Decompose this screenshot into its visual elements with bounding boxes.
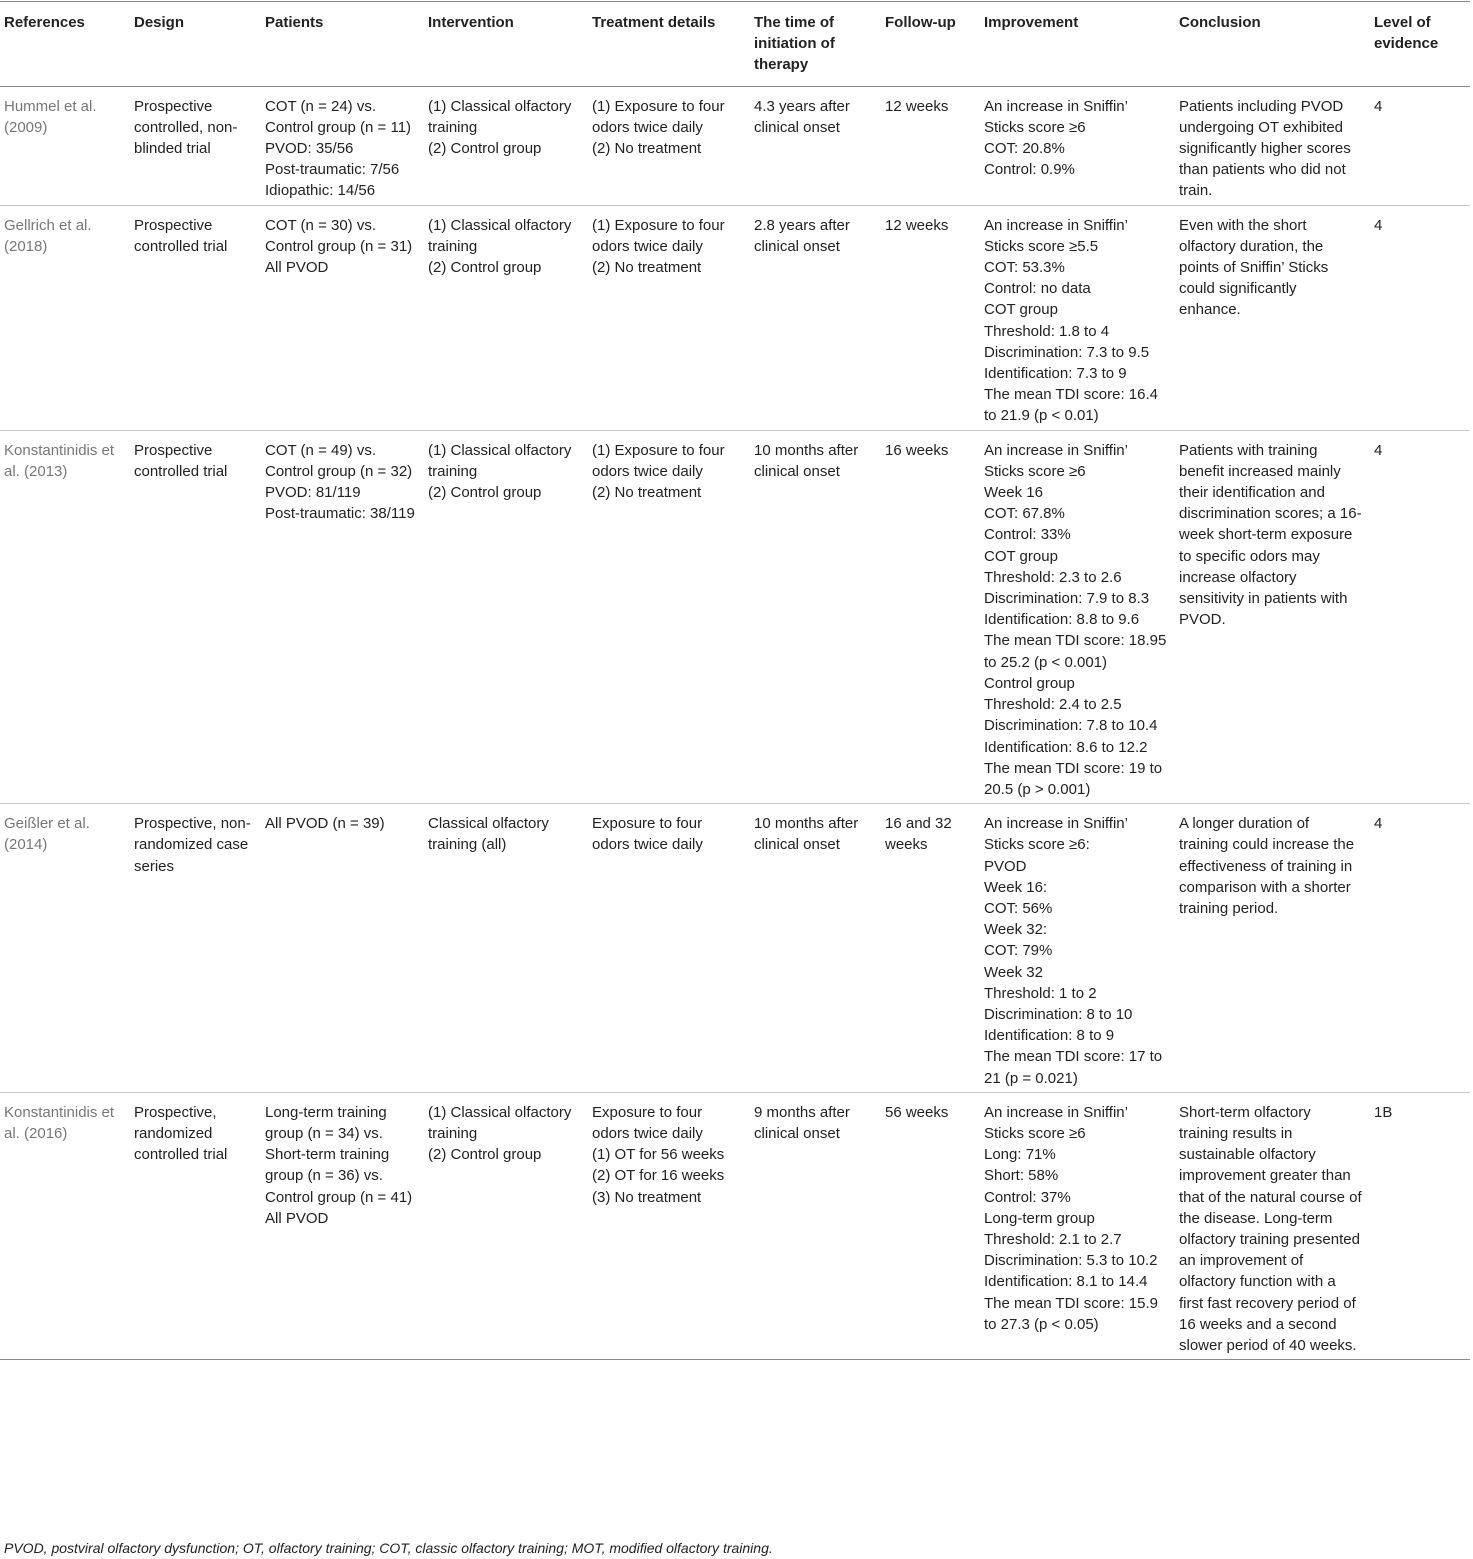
cell-design: Prospective controlled trial — [134, 441, 228, 480]
cell-treatment-details — [588, 86, 750, 205]
cell-intervention — [424, 804, 588, 1093]
cell-treatment-details-line: Exposure to four odors twice daily — [592, 1103, 703, 1142]
cell-follow-up: 16 and 32 weeks — [885, 815, 952, 854]
cell-patients-line: COT (n = 24) vs. Control group (n = 11) — [265, 97, 412, 136]
header-time-of-initiation: The time of initiation of therapy — [754, 14, 835, 74]
cell-design: Prospective controlled, non-blinded trial — [134, 97, 238, 158]
cell-improvement-line: Control: 37% — [984, 1188, 1071, 1206]
cell-improvement-line: The mean TDI score: 16.4 to 21.9 (p < 0.01) — [984, 386, 1158, 425]
cell-improvement-line: Control: no data — [984, 280, 1091, 298]
cell-improvement-line: Week 16: — [984, 878, 1048, 896]
cell-intervention — [424, 86, 588, 205]
cell-improvement-line: COT: 53.3% — [984, 259, 1065, 277]
cell-improvement-line: COT: 20.8% — [984, 140, 1065, 158]
cell-intervention — [424, 205, 588, 430]
header-level-of-evidence: Level of evidence — [1374, 14, 1439, 53]
cell-patients — [261, 804, 424, 1093]
cell-patients — [261, 1092, 424, 1359]
cell-level-of-evidence: 4 — [1374, 97, 1383, 115]
table-row — [0, 86, 1470, 205]
table-footnote: PVOD, postviral olfactory dysfunction; OT, olfactory training; COT, classic olfactory training; MOT, modified olfactory training. — [4, 1540, 773, 1556]
cell-improvement-line: Control: 33% — [984, 526, 1071, 544]
cell-conclusion: Short-term olfactory training results in sustainable olfactory improvement greater than that of the natural course of the disease. Long-term olfactory training presented an improvement of olfactory function with a first fast recovery period of 16 weeks and a second slower period of 40 weeks. — [1179, 1103, 1362, 1354]
cell-improvement — [980, 430, 1175, 803]
table-row — [0, 430, 1470, 803]
cell-improvement-line: Week 32: — [984, 921, 1048, 939]
cell-improvement — [980, 1092, 1175, 1359]
cell-reference: Hummel et al. (2009) — [4, 97, 97, 136]
cell-patients-line: COT (n = 30) vs. Control group (n = 31) — [265, 216, 413, 255]
cell-initiation-time: 9 months after clinical onset — [754, 1103, 850, 1142]
cell-treatment-details-line: (1) OT for 56 weeks — [592, 1146, 725, 1164]
cell-improvement-line: Threshold: 1 to 2 — [984, 984, 1097, 1002]
cell-improvement-line: COT group — [984, 301, 1058, 319]
cell-improvement-line: Week 16 — [984, 484, 1043, 502]
table-header-row — [0, 2, 1470, 87]
cell-improvement-line: Control group — [984, 674, 1075, 692]
cell-intervention-line: Classical olfactory training (all) — [428, 815, 549, 854]
cell-improvement-line: COT: 79% — [984, 942, 1053, 960]
cell-patients-line: PVOD: 35/56 — [265, 140, 354, 158]
cell-improvement-line: Threshold: 1.8 to 4 — [984, 322, 1110, 340]
cell-treatment-details — [588, 804, 750, 1093]
cell-improvement — [980, 205, 1175, 430]
cell-patients — [261, 430, 424, 803]
cell-improvement-line: COT: 67.8% — [984, 505, 1065, 523]
cell-improvement-line: Identification: 8 to 9 — [984, 1027, 1115, 1045]
cell-improvement-line: The mean TDI score: 17 to 21 (p = 0.021) — [984, 1048, 1163, 1087]
cell-improvement-line: Identification: 8.6 to 12.2 — [984, 738, 1148, 756]
cell-initiation-time: 2.8 years after clinical onset — [754, 216, 850, 255]
cell-initiation-time: 4.3 years after clinical onset — [754, 97, 850, 136]
cell-improvement-line: Control: 0.9% — [984, 161, 1075, 179]
cell-treatment-details-line: (2) No treatment — [592, 259, 702, 277]
header-conclusion: Conclusion — [1179, 14, 1261, 31]
cell-patients-line: PVOD: 81/119 — [265, 484, 361, 502]
cell-improvement-line: Discrimination: 8 to 10 — [984, 1005, 1133, 1023]
cell-improvement-line: Threshold: 2.3 to 2.6 — [984, 568, 1122, 586]
cell-patients-line: Post-traumatic: 7/56 — [265, 161, 400, 179]
cell-treatment-details-line: (2) No treatment — [592, 484, 702, 502]
cell-treatment-details — [588, 430, 750, 803]
cell-patients-line: Control group (n = 41) — [265, 1188, 413, 1206]
cell-intervention — [424, 1092, 588, 1359]
cell-treatment-details-line: (1) Exposure to four odors twice daily — [592, 441, 725, 480]
cell-patients-line: COT (n = 49) vs. Control group (n = 32) — [265, 441, 413, 480]
cell-intervention-line: (1) Classical olfactory training — [428, 97, 572, 136]
cell-improvement-line: The mean TDI score: 15.9 to 27.3 (p < 0.05) — [984, 1294, 1158, 1333]
cell-intervention-line: (1) Classical olfactory training — [428, 441, 572, 480]
cell-improvement-line: Long: 71% — [984, 1146, 1056, 1164]
cell-patients-line: Idiopathic: 14/56 — [265, 182, 376, 200]
cell-initiation-time: 10 months after clinical onset — [754, 441, 859, 480]
cell-improvement-line: Threshold: 2.4 to 2.5 — [984, 696, 1122, 714]
cell-treatment-details-line: (2) OT for 16 weeks — [592, 1167, 725, 1185]
header-design: Design — [134, 14, 185, 31]
cell-patients-line: Post-traumatic: 38/119 — [265, 505, 415, 523]
table-body — [0, 86, 1470, 1360]
cell-design: Prospective, non-randomized case series — [134, 815, 251, 875]
cell-initiation-time: 10 months after clinical onset — [754, 815, 859, 854]
cell-intervention-line: (2) Control group — [428, 140, 542, 158]
cell-intervention-line: (2) Control group — [428, 1146, 542, 1164]
header-follow-up: Follow-up — [885, 14, 956, 31]
header-treatment-details: Treatment details — [592, 14, 716, 31]
cell-conclusion: A longer duration of training could increase the effectiveness of training in comparison with a shorter training period. — [1179, 815, 1355, 917]
cell-intervention-line: (2) Control group — [428, 259, 542, 277]
cell-follow-up: 12 weeks — [885, 216, 949, 234]
cell-reference: Gellrich et al. (2018) — [4, 216, 92, 255]
cell-conclusion: Patients including PVOD undergoing OT exhibited significantly higher scores than patients who did not train. — [1179, 97, 1351, 200]
cell-improvement-line: An increase in Sniffin’ Sticks score ≥5.5 — [984, 216, 1128, 255]
cell-follow-up: 56 weeks — [885, 1103, 949, 1121]
cell-improvement-line: Identification: 8.1 to 14.4 — [984, 1273, 1148, 1291]
cell-improvement-line: PVOD — [984, 857, 1027, 875]
cell-patients-line: All PVOD — [265, 1209, 329, 1227]
cell-reference: Konstantinidis et al. (2016) — [4, 1103, 115, 1142]
cell-improvement-line: An increase in Sniffin’ Sticks score ≥6 — [984, 441, 1128, 480]
table-row — [0, 1092, 1470, 1359]
cell-improvement-line: Discrimination: 7.3 to 9.5 — [984, 343, 1150, 361]
cell-patients-line: All PVOD (n = 39) — [265, 815, 385, 833]
cell-improvement-line: Discrimination: 5.3 to 10.2 — [984, 1252, 1158, 1270]
cell-level-of-evidence: 4 — [1374, 216, 1383, 234]
cell-conclusion: Patients with training benefit increased mainly their identification and discrimination scores; a 16-week short-term exposure to specific odors may increase olfactory sensitivity in patients with PVOD. — [1179, 441, 1362, 629]
cell-intervention-line: (2) Control group — [428, 484, 542, 502]
cell-conclusion: Even with the short olfactory duration, the points of Sniffin’ Sticks could significantly enhance. — [1179, 216, 1329, 319]
cell-reference: Geißler et al. (2014) — [4, 815, 90, 854]
cell-improvement-line: An increase in Sniffin’ Sticks score ≥6 — [984, 1103, 1128, 1142]
cell-improvement-line: The mean TDI score: 19 to 20.5 (p > 0.001) — [984, 759, 1163, 798]
header-references: References — [4, 14, 85, 31]
cell-follow-up: 16 weeks — [885, 441, 949, 459]
cell-design: Prospective, randomized controlled trial — [134, 1103, 228, 1164]
cell-treatment-details-line: Exposure to four odors twice daily — [592, 815, 703, 854]
cell-improvement-line: The mean TDI score: 18.95 to 25.2 (p < 0.001) — [984, 632, 1167, 671]
cell-patients-line: Long-term training group (n = 34) vs. Short-term training group (n = 36) vs. — [265, 1103, 390, 1185]
cell-improvement-line: Identification: 8.8 to 9.6 — [984, 611, 1140, 629]
cell-improvement-line: Short: 58% — [984, 1167, 1059, 1185]
cell-improvement — [980, 804, 1175, 1093]
cell-improvement-line: Threshold: 2.1 to 2.7 — [984, 1230, 1122, 1248]
cell-treatment-details-line: (1) Exposure to four odors twice daily — [592, 97, 725, 136]
cell-improvement-line: Identification: 7.3 to 9 — [984, 365, 1127, 383]
cell-level-of-evidence: 1B — [1374, 1103, 1393, 1121]
cell-reference: Konstantinidis et al. (2013) — [4, 441, 115, 480]
table-row — [0, 205, 1470, 430]
table-row — [0, 804, 1470, 1093]
cell-intervention-line: (1) Classical olfactory training — [428, 1103, 572, 1142]
cell-treatment-details — [588, 1092, 750, 1359]
header-patients: Patients — [265, 14, 324, 31]
header-improvement: Improvement — [984, 14, 1079, 31]
header-intervention: Intervention — [428, 14, 514, 31]
cell-level-of-evidence: 4 — [1374, 815, 1383, 833]
cell-design: Prospective controlled trial — [134, 216, 228, 255]
cell-improvement-line: Discrimination: 7.8 to 10.4 — [984, 717, 1158, 735]
cell-improvement-line: Discrimination: 7.9 to 8.3 — [984, 590, 1150, 608]
cell-follow-up: 12 weeks — [885, 97, 949, 115]
cell-improvement — [980, 86, 1175, 205]
cell-treatment-details-line: (3) No treatment — [592, 1188, 702, 1206]
cell-improvement-line: An increase in Sniffin’ Sticks score ≥6: — [984, 815, 1128, 854]
cell-intervention-line: (1) Classical olfactory training — [428, 216, 572, 255]
cell-improvement-line: Week 32 — [984, 963, 1043, 981]
cell-improvement-line: COT group — [984, 547, 1058, 565]
cell-treatment-details-line: (1) Exposure to four odors twice daily — [592, 216, 725, 255]
cell-improvement-line: COT: 56% — [984, 899, 1053, 917]
evidence-table — [0, 1, 1470, 1360]
cell-treatment-details — [588, 205, 750, 430]
cell-patients-line: All PVOD — [265, 259, 329, 277]
cell-improvement-line: Long-term group — [984, 1209, 1095, 1227]
cell-intervention — [424, 430, 588, 803]
cell-level-of-evidence: 4 — [1374, 441, 1383, 459]
cell-patients — [261, 205, 424, 430]
cell-improvement-line: An increase in Sniffin’ Sticks score ≥6 — [984, 97, 1128, 136]
cell-treatment-details-line: (2) No treatment — [592, 140, 702, 158]
cell-patients — [261, 86, 424, 205]
